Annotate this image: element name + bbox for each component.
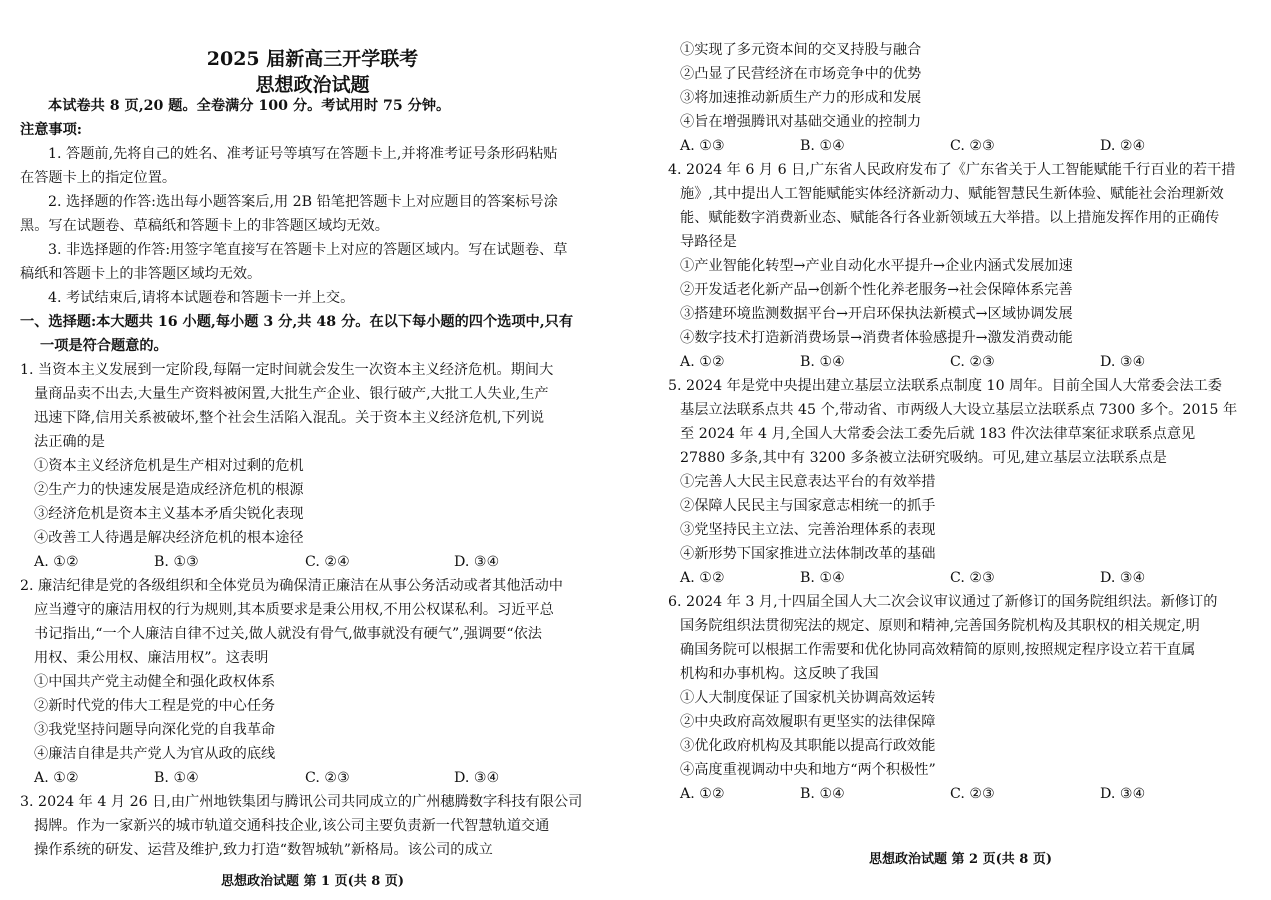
option-d[interactable]: D. ②④ (1100, 138, 1146, 154)
option-c[interactable]: C. ②③ (305, 770, 350, 786)
question-stem: 27880 多条,其中有 3200 多条被立法研究吸纳。可见,建立基层立法联系点是 (680, 450, 1167, 466)
question-stem: 用权、秉公用权、廉洁用权”。这表明 (34, 650, 269, 666)
statement-item: ②凸显了民营经济在市场竞争中的优势 (680, 66, 922, 82)
statement-item: ④廉洁自律是共产党人为官从政的底线 (34, 746, 276, 762)
statement-item: ④高度重视调动中央和地方“两个积极性” (680, 762, 936, 778)
question-stem: 5. 2024 年是党中央提出建立基层立法联系点制度 10 周年。目前全国人大常委会法工委 (668, 378, 1222, 394)
question-stem: 能、赋能数字消费新业态、赋能各行各业新领域五大举措。以上措施发挥作用的正确传 (680, 210, 1220, 226)
question-stem: 4. 2024 年 6 月 6 日,广东省人民政府发布了《广东省关于人工智能赋能千行百业的若干措 (668, 162, 1236, 178)
option-b[interactable]: B. ①④ (154, 770, 199, 786)
notice-line: 在答题卡上的指定位置。 (20, 170, 177, 186)
statement-item: ②生产力的快速发展是造成经济危机的根源 (34, 482, 304, 498)
notice-line: 4. 考试结束后,请将本试题卷和答题卡一并上交。 (48, 290, 355, 306)
statement-item: ①实现了多元资本间的交叉持股与融合 (680, 42, 922, 58)
option-a[interactable]: A. ①② (34, 770, 79, 786)
answer-options (668, 784, 1253, 804)
notice-line: 黑。写在试题卷、草稿纸和答题卡上的非答题区域均无效。 (20, 218, 389, 234)
statement-item: ④旨在增强腾讯对基础交通业的控制力 (680, 114, 922, 130)
question-stem: 操作系统的研发、运营及维护,致力打造“数智城轨”新格局。该公司的成立 (34, 842, 493, 858)
question-stem: 国务院组织法贯彻宪法的规定、原则和精神,完善国务院机构及其职权的相关规定,明 (680, 618, 1200, 634)
option-a[interactable]: A. ①② (680, 786, 725, 802)
option-b[interactable]: B. ①③ (154, 554, 199, 570)
statement-item: ①完善人大民主民意表达平台的有效举措 (680, 474, 936, 490)
statement-item: ④改善工人待遇是解决经济危机的根本途径 (34, 530, 304, 546)
page-1 (20, 0, 605, 900)
answer-options (668, 568, 1253, 588)
question-stem: 施》,其中提出人工智能赋能实体经济新动力、赋能智慧民生新体验、赋能社会治理新效 (680, 186, 1224, 202)
statement-item: ②保障人民民主与国家意志相统一的抓手 (680, 498, 936, 514)
option-c[interactable]: C. ②③ (950, 786, 995, 802)
question-stem: 量商品卖不出去,大量生产资料被闲置,大批生产企业、银行破产,大批工人失业,生产 (34, 386, 549, 402)
option-a[interactable]: A. ①② (34, 554, 79, 570)
option-d[interactable]: D. ③④ (454, 554, 500, 570)
question-stem: 至 2024 年 4 月,全国人大常委会法工委先后就 183 件次法律草案征求联系点意见 (680, 426, 1196, 442)
question-stem: 迅速下降,信用关系被破坏,整个社会生活陷入混乱。关于资本主义经济危机,下列说 (34, 410, 545, 426)
question-stem: 基层立法联系点共 45 个,带动省、市两级人大设立基层立法联系点 7300 多个。2015 年 (680, 402, 1238, 418)
notice-line: 稿纸和答题卡上的非答题区域均无效。 (20, 266, 262, 282)
statement-item: ④数字技术打造新消费场景→消费者体验感提升→激发消费动能 (680, 330, 1073, 346)
option-b[interactable]: B. ①④ (800, 570, 845, 586)
question-stem: 2. 廉洁纪律是党的各级组织和全体党员为确保清正廉洁在从事公务活动或者其他活动中 (20, 578, 563, 594)
question-stem: 6. 2024 年 3 月,十四届全国人大二次会议审议通过了新修订的国务院组织法。新修订的 (668, 594, 1218, 610)
statement-item: ②中央政府高效履职有更坚实的法律保障 (680, 714, 936, 730)
statement-item: ③党坚持民主立法、完善治理体系的表现 (680, 522, 936, 538)
question-stem: 法正确的是 (34, 434, 105, 450)
section-heading: 一、选择题:本大题共 16 小题,每小题 3 分,共 48 分。在以下每小题的四个选项中,只有 (20, 314, 574, 330)
notice-line: 2. 选择题的作答:选出每小题答案后,用 2B 铅笔把答题卡上对应题目的答案标号涂 (48, 194, 558, 210)
statement-item: ④新形势下国家推进立法体制改革的基础 (680, 546, 936, 562)
statement-item: ③将加速推动新质生产力的形成和发展 (680, 90, 922, 106)
answer-options (20, 768, 605, 788)
question-stem: 3. 2024 年 4 月 26 日,由广州地铁集团与腾讯公司共同成立的广州穗腾数字科技有限公司 (20, 794, 583, 810)
option-c[interactable]: C. ②③ (950, 138, 995, 154)
question-stem: 导路径是 (680, 234, 737, 250)
notice-line: 3. 非选择题的作答:用签字笔直接写在答题卡上对应的答题区域内。写在试题卷、草 (48, 242, 568, 258)
section-heading: 一项是符合题意的。 (40, 338, 168, 354)
statement-item: ①中国共产党主动健全和强化政权体系 (34, 674, 276, 690)
question-stem: 机构和办事机构。这反映了我国 (680, 666, 879, 682)
exam-info: 本试卷共 8 页,20 题。全卷满分 100 分。考试用时 75 分钟。 (48, 98, 451, 114)
option-c[interactable]: C. ②③ (950, 570, 995, 586)
option-c[interactable]: C. ②④ (305, 554, 350, 570)
answer-options (668, 136, 1253, 156)
option-d[interactable]: D. ③④ (1100, 570, 1146, 586)
statement-item: ③我党坚持问题导向深化党的自我革命 (34, 722, 276, 738)
answer-options (20, 552, 605, 572)
option-a[interactable]: A. ①② (680, 354, 725, 370)
option-b[interactable]: B. ①④ (800, 786, 845, 802)
page-footer: 思想政治试题 第 1 页(共 8 页) (220, 874, 405, 889)
option-b[interactable]: B. ①④ (800, 354, 845, 370)
page-footer: 思想政治试题 第 2 页(共 8 页) (868, 852, 1053, 867)
statement-item: ②新时代党的伟大工程是党的中心任务 (34, 698, 276, 714)
option-d[interactable]: D. ③④ (1100, 786, 1146, 802)
statement-item: ②开发适老化新产品→创新个性化养老服务→社会保障体系完善 (680, 282, 1073, 298)
option-d[interactable]: D. ③④ (1100, 354, 1146, 370)
statement-item: ③经济危机是资本主义基本矛盾尖锐化表现 (34, 506, 304, 522)
page-2 (668, 0, 1253, 900)
option-b[interactable]: B. ①④ (800, 138, 845, 154)
statement-item: ①资本主义经济危机是生产相对过剩的危机 (34, 458, 304, 474)
question-stem: 揭牌。作为一家新兴的城市轨道交通科技企业,该公司主要负责新一代智慧轨道交通 (34, 818, 550, 834)
option-a[interactable]: A. ①② (680, 570, 725, 586)
option-a[interactable]: A. ①③ (680, 138, 725, 154)
notice-heading: 注意事项: (20, 122, 82, 138)
option-d[interactable]: D. ③④ (454, 770, 500, 786)
statement-item: ③优化政府机构及其职能以提高行政效能 (680, 738, 936, 754)
statement-item: ①产业智能化转型→产业自动化水平提升→企业内涵式发展加速 (680, 258, 1073, 274)
question-stem: 书记指出,“一个人廉洁自律不过关,做人就没有骨气,做事就没有硬气”,强调要“依法 (34, 626, 542, 642)
exam-title: 2025 届新高三开学联考 (206, 48, 419, 70)
question-stem: 确国务院可以根据工作需要和优化协同高效精简的原则,按照规定程序设立若干直属 (680, 642, 1196, 658)
question-stem: 1. 当资本主义发展到一定阶段,每隔一定时间就会发生一次资本主义经济危机。期间大 (20, 362, 554, 378)
notice-line: 1. 答题前,先将自己的姓名、准考证号等填写在答题卡上,并将准考证号条形码粘贴 (48, 146, 558, 162)
option-c[interactable]: C. ②③ (950, 354, 995, 370)
question-stem: 应当遵守的廉洁用权的行为规则,其本质要求是秉公用权,不用公权谋私利。习近平总 (34, 602, 554, 618)
answer-options (668, 352, 1253, 372)
statement-item: ③搭建环境监测数据平台→开启环保执法新模式→区域协调发展 (680, 306, 1073, 322)
statement-item: ①人大制度保证了国家机关协调高效运转 (680, 690, 936, 706)
exam-subject: 思想政治试题 (255, 74, 370, 96)
